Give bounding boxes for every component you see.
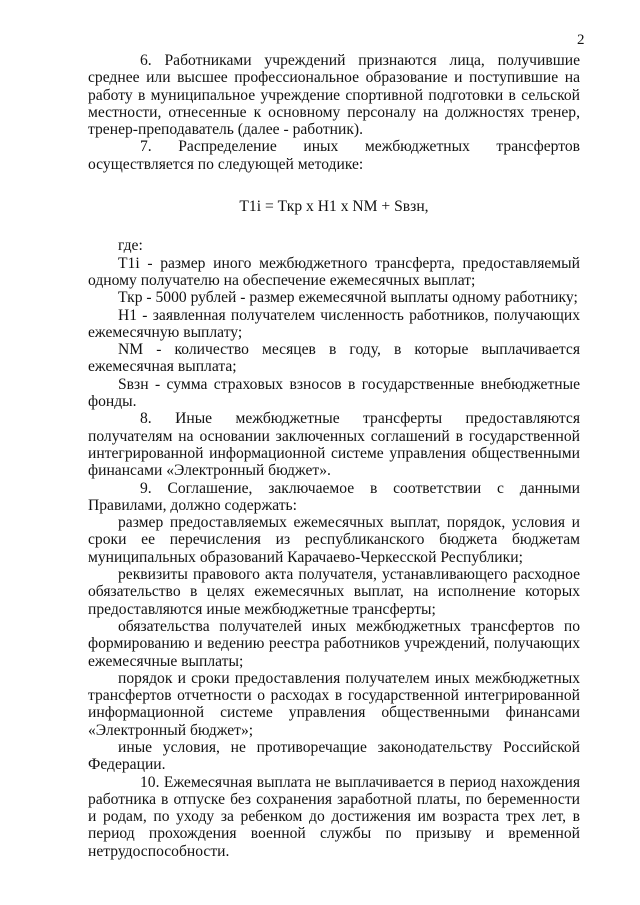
definition-sbzn: Sвзн - сумма страховых взносов в государственные внебюджетные фонды.	[88, 375, 580, 411]
definition-h1: Н1 - заявленная получателем численность работников, получающих ежемесячную выплату;	[88, 306, 580, 341]
paragraph-9-item-a: размер предоставляемых ежемесячных выплат, порядок, условия и сроки ее перечисления из республиканского бюджета бюджетам муниципальных образований Карачаево-Черкесской Республики;	[88, 514, 580, 566]
paragraph-10: 10. Ежемесячная выплата не выплачивается в период нахождения работника в отпуске без сохранения заработной платы, по беременности и родам, по уходу за ребенком до достижения им возраста трех лет, в период прохождения военной службы по призыву и временной нетрудоспособности.	[88, 773, 580, 860]
formula: T1i = Ткр x H1 x NM + Sвзн,	[239, 198, 429, 216]
paragraph-8: 8. Иные межбюджетные трансферты предоставляются получателям на основании заключенных соглашений в государственной интегрированной информационной системе управления общественными финансами «Электронный бюджет».	[88, 410, 580, 480]
paragraph-7: 7. Распределение иных межбюджетных трансфертов осуществляется по следующей методике:	[88, 138, 580, 173]
paragraph-9-item-d: порядок и сроки предоставления получателем иных межбюджетных трансфертов отчетности о расходах в государственной интегрированной информационной системе управления общественными финансами «Электронный бюджет»;	[88, 669, 580, 739]
page-number: 2	[577, 32, 585, 48]
definition-t1i: Т1i - размер иного межбюджетного трансферта, предоставляемый одному получателю на обеспечение ежемесячных выплат;	[88, 254, 580, 289]
definition-nm: NM - количество месяцев в году, в которые выплачивается ежемесячная выплата;	[88, 341, 580, 376]
where-label: где:	[118, 237, 143, 255]
paragraph-9-item-b: реквизиты правового акта получателя, устанавливающего расходное обязательство в целях ежемесячных выплат, на исполнение которых предоставляются иные межбюджетные трансферты;	[88, 566, 580, 618]
document-body	[88, 52, 580, 860]
paragraph-9: 9. Соглашение, заключаемое в соответствии с данными Правилами, должно содержать:	[88, 479, 580, 514]
paragraph-6: 6. Работниками учреждений признаются лица, получившие среднее или высшее профессиональное образование и поступившие на работу в муниципальное учреждение спортивной подготовки в сельской местности, отнесенные к основному персоналу на должностях тренер, тренер-преподаватель (далее - работник).	[88, 52, 580, 139]
paragraph-9-item-e: иные условия, не противоречащие законодательству Российской Федерации.	[88, 738, 580, 774]
definition-tkr: Ткр - 5000 рублей - размер ежемесячной выплаты одному работнику;	[118, 289, 578, 307]
paragraph-9-item-c: обязательства получателей иных межбюджетных трансфертов по формированию и ведению реестра работников учреждений, получающих ежемесячные выплаты;	[88, 617, 580, 670]
